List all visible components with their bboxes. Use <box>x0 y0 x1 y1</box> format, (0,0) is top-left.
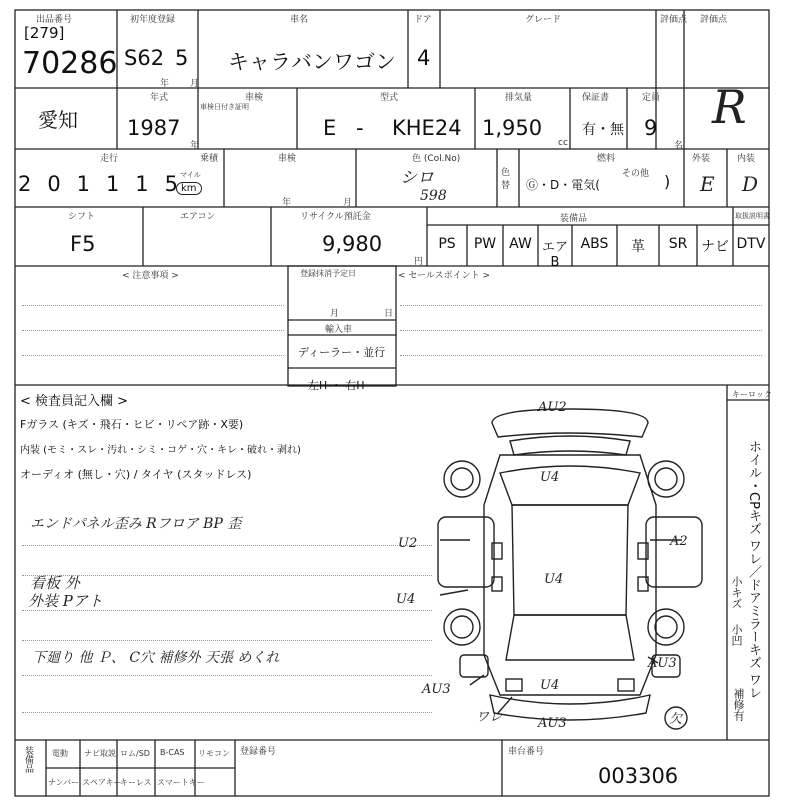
reg-era: S62 <box>124 46 165 70</box>
dotted-line <box>22 330 284 331</box>
audio-note: オーディオ (無し・穴) / タイヤ (スタッドレス) <box>20 468 252 481</box>
damage-mark: U2 <box>398 536 418 551</box>
dotted-line <box>400 305 762 306</box>
side-sub: 小凹 <box>730 624 743 646</box>
ext-label: 外装 <box>692 154 711 164</box>
mileage-digits <box>18 172 178 196</box>
cc-label: 排気量 <box>505 93 533 103</box>
inspect-label: 車検 <box>245 93 264 103</box>
equip-sr: SR <box>668 236 688 252</box>
damage-mark: U4 <box>540 678 560 693</box>
year-unit: 年 <box>190 141 200 151</box>
footer-equip: スマートキー <box>157 778 205 787</box>
damage-mark: A2 <box>670 534 688 549</box>
reg-month: 5 <box>175 46 189 70</box>
footer-equip: ナンバー <box>48 778 80 787</box>
inspect-label-2: 車検 <box>278 154 297 164</box>
model-year: 1987 <box>127 116 181 140</box>
year-label: 年式 <box>150 93 169 103</box>
notes-label: < 注意事項 > <box>122 271 179 281</box>
side-legend: ホイル・CPキズ ワレ／ドアミラーキズ ワレ <box>746 440 761 700</box>
footer-equip-label: 装備品 <box>23 746 33 773</box>
model-prefix: E <box>323 116 337 140</box>
capacity-unit: 名 <box>674 141 684 151</box>
fuel-other-label: その他 <box>622 169 650 179</box>
door-label: ドア <box>414 15 432 25</box>
equip-dtv: DTV <box>736 236 766 252</box>
inspect-year-mark: 年 <box>282 198 292 208</box>
footer-equip: B-CAS <box>160 748 185 757</box>
import-label: 輸入車 <box>325 325 353 335</box>
side-sub: 補修有 <box>732 688 745 721</box>
dotted-line <box>22 675 432 676</box>
reg-day-mark: 日 <box>384 309 394 319</box>
int-grade: D <box>742 172 759 196</box>
repaint-label: 色替 <box>501 168 511 191</box>
dotted-line <box>22 640 432 641</box>
mileage-digit: 1 <box>76 172 90 196</box>
dealer-type: ディーラー・並行 <box>298 346 386 359</box>
color-label: 色 (Col.No) <box>412 154 461 164</box>
shift-label: シフト <box>68 212 96 222</box>
side-sub: 小キズ <box>730 576 743 609</box>
warranty-label: 保証書 <box>582 93 610 103</box>
capacity: 9 <box>644 116 658 140</box>
grade-label: グレード <box>525 15 562 25</box>
eval-label: 評価点 <box>660 15 688 25</box>
score-note: R <box>712 80 747 134</box>
eval-num-label: 評価点 <box>700 15 728 25</box>
ext-grade: E <box>700 172 715 196</box>
mileage-digit: 5 <box>164 172 178 196</box>
footer-equip: 電動 <box>52 749 68 758</box>
equip-aw: AW <box>509 236 532 252</box>
mile-unit: マイル <box>180 171 201 179</box>
year-mark: 年 <box>160 79 170 89</box>
reg-month-mark: 月 <box>330 309 340 319</box>
int-label: 内装 <box>737 154 756 164</box>
car-name: キャラバンワゴン <box>228 50 396 74</box>
cc-unit: cc <box>558 138 568 148</box>
ac-label: エアコン <box>180 212 216 222</box>
dotted-line <box>22 305 284 306</box>
reg-label: 初年度登録 <box>130 15 176 25</box>
chassis-number: 003306 <box>598 764 679 788</box>
reg-note-label: 登録抹消予定日 <box>300 269 356 278</box>
ref-code: [279] <box>24 24 65 42</box>
footer-equip: キーレス <box>120 778 152 787</box>
car-name-label: 車名 <box>290 15 309 25</box>
footer-equip: ナビ取説 <box>84 749 116 758</box>
damage-mark: U4 <box>396 592 416 607</box>
region: 愛知 <box>38 108 78 132</box>
dotted-line <box>22 575 432 576</box>
model-label: 型式 <box>380 93 399 103</box>
color-number: 598 <box>420 188 447 204</box>
lot-number: 70286 <box>22 46 118 81</box>
tax-label: 乗積 <box>200 154 219 164</box>
damage-mark: U4 <box>544 572 564 587</box>
handwritten-note: 外装 Pアト <box>28 592 103 610</box>
displacement: 1,950 <box>482 116 543 140</box>
owner-label: 登録番号 <box>240 747 277 757</box>
dotted-line <box>400 355 762 356</box>
doors: 4 <box>417 46 431 70</box>
mileage-digit: 1 <box>135 172 149 196</box>
damage-circle-mark: 欠 <box>669 712 683 727</box>
inspect-month-mark: 月 <box>343 198 353 208</box>
mileage-digit: 1 <box>105 172 120 196</box>
interior-note: 内装 (モミ・スレ・汚れ・シミ・コゲ・穴・キレ・破れ・剥れ) <box>20 445 301 456</box>
glass-note: Fガラス (キズ・飛石・ヒビ・リペア跡・X要) <box>20 418 244 431</box>
key-lock-label: キーロック <box>732 390 772 399</box>
color: シロ <box>400 168 434 188</box>
footer-equip: スペアキー <box>82 778 122 787</box>
sales-label: < セールスポイント > <box>398 271 490 281</box>
recycle-fee: 9,980 <box>322 232 383 256</box>
damage-mark: AU3 <box>648 656 677 671</box>
model-dash: - <box>356 116 364 140</box>
dotted-line <box>400 330 762 331</box>
equip-pw: PW <box>473 236 497 252</box>
equip-ps: PS <box>438 236 456 252</box>
equip-navi: ナビ <box>701 239 729 255</box>
handwritten-note: エンドパネル歪み Rフロア BP 歪 <box>30 516 242 532</box>
footer-equip: リモコン <box>198 749 230 758</box>
handle-side: 左H ・ 右H <box>308 379 365 392</box>
model-code: KHE24 <box>392 116 462 140</box>
fuel-close: ) <box>664 172 671 191</box>
fuel-options: Ⓖ・D・電気( <box>526 178 600 192</box>
chassis-label: 車台番号 <box>508 747 545 757</box>
inspect-sub: 車検日付き証明 <box>200 103 249 111</box>
mileage-digit: 0 <box>47 172 61 196</box>
equip-airbag: エアB <box>541 240 568 270</box>
manual-label: 取扱説明書 <box>735 212 770 220</box>
damage-mark: U4 <box>540 470 560 485</box>
equip-leather: 革 <box>631 239 645 255</box>
footer-equip: ロム/SD <box>120 749 150 758</box>
equip-label: 装備品 <box>560 214 588 224</box>
recycle-label: リサイクル預託金 <box>300 212 371 222</box>
km-unit: km <box>176 182 202 195</box>
damage-mark: ワレ <box>476 710 503 725</box>
car-diagram <box>396 395 720 740</box>
damage-mark: AU3 <box>538 716 567 731</box>
damage-mark: AU2 <box>538 400 567 415</box>
capacity-label: 定員 <box>642 93 661 103</box>
shift: F5 <box>70 232 96 256</box>
dotted-line <box>22 712 432 713</box>
month-mark: 月 <box>190 79 200 89</box>
fuel-label: 燃料 <box>597 154 616 164</box>
ref-label: 出品番号 <box>36 15 73 25</box>
yen-unit: 円 <box>414 257 424 267</box>
equip-abs: ABS <box>580 236 609 252</box>
warranty-value: 有・無 <box>582 122 624 138</box>
inspector-title: < 検査員記入欄 > <box>20 394 129 409</box>
dotted-line <box>22 545 432 546</box>
handwritten-note: 下廻り 他 Ｐ、 C穴 補修外 天張 めくれ <box>32 650 280 666</box>
mileage-label: 走行 <box>100 154 119 164</box>
dotted-line <box>22 355 284 356</box>
handwritten-note: 看板 外 <box>30 574 80 592</box>
mileage-digit: 2 <box>18 172 32 196</box>
damage-mark: AU3 <box>422 682 451 697</box>
